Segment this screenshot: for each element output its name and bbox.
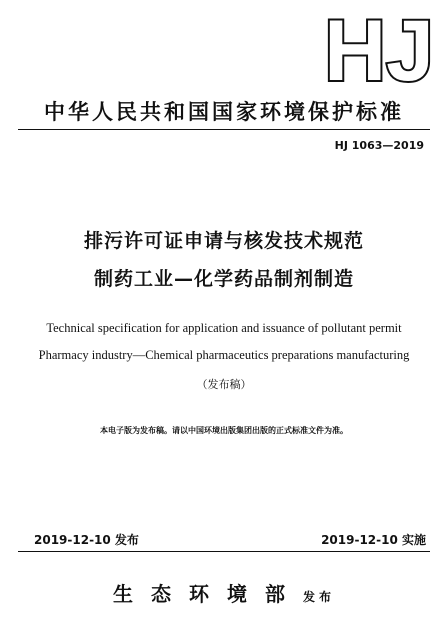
implement-date: 2019-12-10 实施 — [321, 533, 426, 547]
draft-label: （发布稿） — [196, 378, 252, 391]
en-title-line-1: Technical specification for application and issuance of pollutant permit — [46, 321, 402, 335]
publisher-suffix: 发布 — [302, 590, 335, 604]
hj-logo-text: HJ — [324, 12, 434, 84]
en-title-line-2: Pharmacy industry—Chemical pharmaceutics preparations manufacturing — [38, 348, 410, 362]
electronic-version-notice: 本电子版为发布稿。请以中国环境出版集团出版的正式标准文件为准。 — [100, 426, 348, 435]
publish-date: 2019-12-10 发布 — [34, 533, 139, 547]
standard-title: 中华人民共和国国家环境保护标准 — [44, 100, 404, 124]
top-divider — [18, 129, 430, 130]
hj-logo — [296, 12, 436, 84]
publisher — [0, 578, 448, 607]
publisher-name: 生态环境部 — [112, 582, 303, 606]
cn-title-line-1: 排污许可证申请与核发技术规范 — [83, 230, 364, 252]
cn-title-line-2: 制药工业—化学药品制剂制造 — [93, 268, 354, 290]
standard-number: HJ 1063—2019 — [334, 139, 424, 152]
bottom-divider — [18, 551, 430, 552]
